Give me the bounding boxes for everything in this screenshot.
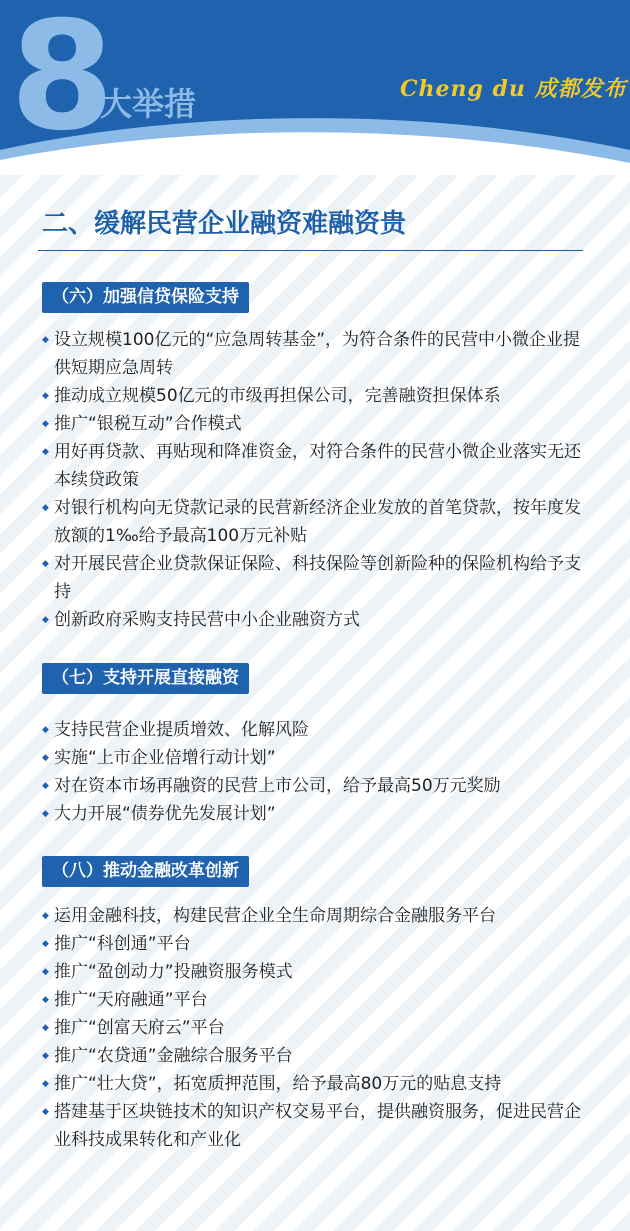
list-item: ◆ 对银行机构向无贷款记录的民营新经济企业发放的首笔贷款，按年度发放额的1‰给予最高100万元补贴 bbox=[42, 494, 590, 550]
list-item: ◆ 推广“天府融通”平台 bbox=[42, 986, 590, 1014]
list-item: ◆ 对开展民营企业贷款保证保险、科技保险等创新险种的保险机构给予支持 bbox=[42, 550, 590, 606]
list-item: ◆ 推广“创富天府云”平台 bbox=[42, 1014, 590, 1042]
bullet-list bbox=[42, 326, 590, 634]
bullet-list bbox=[42, 716, 590, 828]
list-item: ◆ 推广“农贷通”金融综合服务平台 bbox=[42, 1042, 590, 1070]
list-item: ◆ 支持民营企业提质增效、化解风险 bbox=[42, 716, 590, 744]
list-item: ◆ 创新政府采购支持民营中小企业融资方式 bbox=[42, 606, 590, 634]
list-item: ◆ 推广“银税互动”合作模式 bbox=[42, 410, 590, 438]
list-item: ◆ 推广“盈创动力”投融资服务模式 bbox=[42, 958, 590, 986]
list-item: ◆ 运用金融科技，构建民营企业全生命周期综合金融服务平台 bbox=[42, 902, 590, 930]
list-item: ◆ 实施“上市企业倍增行动计划” bbox=[42, 744, 590, 772]
subsection-label: （七）支持开展直接融资 bbox=[42, 663, 249, 694]
list-item: ◆ 对在资本市场再融资的民营上市公司，给予最高50万元奖励 bbox=[42, 772, 590, 800]
logo: Cheng du 成都发布 bbox=[400, 76, 627, 102]
section-title: 二、缓解民营企业融资难融资贵 bbox=[42, 209, 407, 239]
header-banner bbox=[0, 0, 630, 175]
list-item: ◆ 用好再贷款、再贴现和降准资金，对符合条件的民营小微企业落实无还本续贷政策 bbox=[42, 438, 590, 494]
subsection-label: （六）加强信贷保险支持 bbox=[42, 282, 249, 313]
banner-text: 大举措 bbox=[100, 85, 197, 123]
list-item: ◆ 大力开展“债券优先发展计划” bbox=[42, 800, 590, 828]
divider bbox=[38, 250, 583, 251]
subsection-label: （八）推动金融改革创新 bbox=[42, 856, 249, 887]
big-number: 8 bbox=[10, 0, 115, 164]
list-item: ◆ 设立规模100亿元的“应急周转基金”，为符合条件的民营中小微企业提供短期应急周转 bbox=[42, 326, 590, 382]
list-item: ◆ 推动成立规模50亿元的市级再担保公司，完善融资担保体系 bbox=[42, 382, 590, 410]
bullet-list bbox=[42, 902, 590, 1154]
list-item: ◆ 推广“科创通”平台 bbox=[42, 930, 590, 958]
list-item: ◆ 搭建基于区块链技术的知识产权交易平台，提供融资服务，促进民营企业科技成果转化和产业化 bbox=[42, 1098, 590, 1154]
list-item: ◆ 推广“壮大贷”，拓宽质押范围，给予最高80万元的贴息支持 bbox=[42, 1070, 590, 1098]
